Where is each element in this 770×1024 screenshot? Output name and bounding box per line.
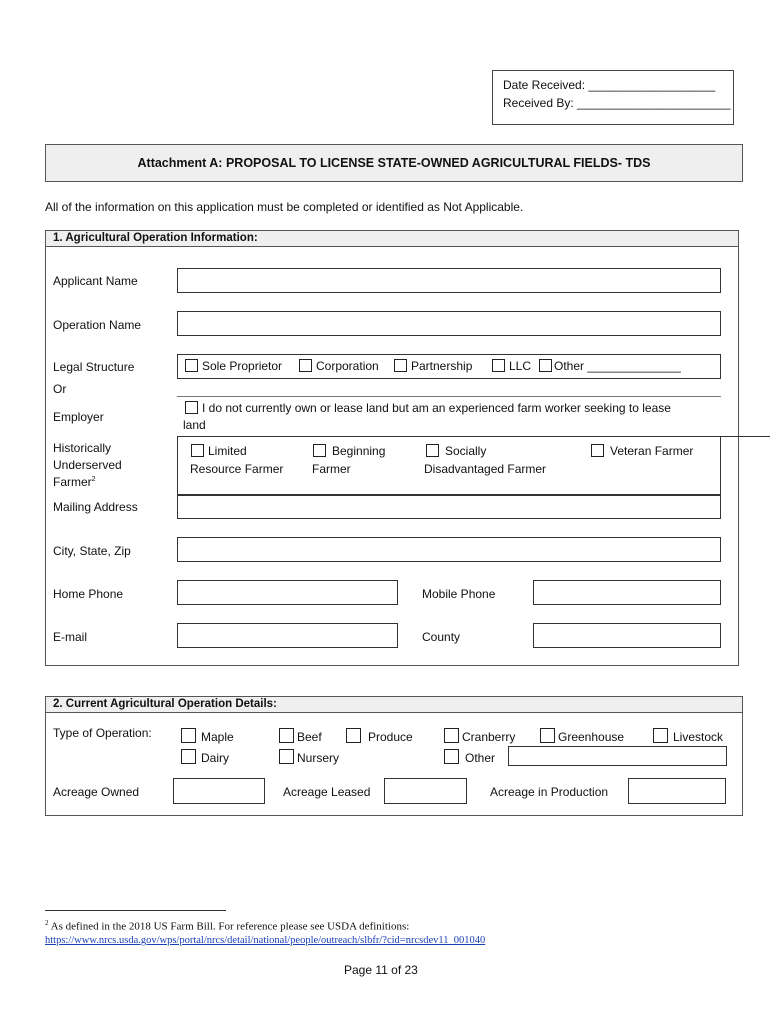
or-label: Or — [53, 382, 67, 396]
nursery-label: Nursery — [297, 751, 340, 765]
footnote-body: As defined in the 2018 US Farm Bill. For reference please see USDA definitions: — [48, 920, 410, 933]
employer-option-line1: I do not currently own or lease land but am an experienced farm worker seeking to lease — [202, 401, 671, 415]
intro-text: All of the information on this application must be completed or identified as Not Applicable. — [45, 200, 524, 214]
city-state-zip-label: City, State, Zip — [53, 544, 131, 558]
maple-option[interactable] — [181, 728, 234, 744]
hu-label-1: Historically — [53, 441, 112, 455]
type-of-operation-label: Type of Operation: — [53, 726, 152, 740]
limited-label-2: Resource Farmer — [190, 462, 284, 476]
nursery-option[interactable] — [279, 749, 339, 765]
page-number: Page 11 of 23 — [344, 963, 418, 977]
title-prefix: Attachment A: — [137, 156, 223, 170]
cranberry-checkbox[interactable] — [444, 728, 459, 743]
dairy-label: Dairy — [201, 751, 230, 765]
received-by-label: Received By: _______________________ — [503, 96, 731, 110]
mailing-address-field[interactable] — [177, 495, 721, 519]
beef-checkbox[interactable] — [279, 728, 294, 743]
socially-label-1: Socially — [445, 444, 487, 458]
footnote-link[interactable]: https://www.nrcs.usda.gov/wps/portal/nrcs/detail/national/people/outreach/slbfr/?cid=nrcsdev11_001040 — [45, 935, 486, 946]
employer-option-line2: land — [183, 418, 206, 432]
footnote-rule — [45, 910, 226, 911]
limited-resource-checkbox[interactable] — [191, 444, 204, 457]
other-checkbox[interactable] — [539, 359, 552, 372]
socially-disadvantaged-checkbox[interactable] — [426, 444, 439, 457]
home-phone-field[interactable] — [177, 580, 398, 605]
maple-label: Maple — [201, 730, 234, 744]
employer-rule — [177, 396, 721, 397]
limited-label-1: Limited — [208, 444, 247, 458]
hu-label-3: Farmer$^2$ — [53, 475, 96, 489]
county-field[interactable] — [533, 623, 721, 648]
veteran-farmer-checkbox[interactable] — [591, 444, 604, 457]
livestock-checkbox[interactable] — [653, 728, 668, 743]
cranberry-option[interactable] — [444, 728, 515, 744]
footnote-ref: 2 — [91, 476, 96, 483]
livestock-label: Livestock — [673, 730, 724, 744]
employer-label: Employer — [53, 410, 104, 424]
mailing-address-label: Mailing Address — [53, 500, 138, 514]
legal-structure-label: Legal Structure — [53, 360, 135, 374]
date-received-label: Date Received: ___________________ — [503, 78, 716, 92]
other-operation-label: Other — [465, 751, 496, 765]
acreage-leased-field[interactable] — [384, 778, 467, 804]
sole-proprietor-checkbox[interactable] — [185, 359, 198, 372]
greenhouse-option[interactable] — [540, 728, 624, 744]
county-label: County — [422, 630, 461, 644]
section2-header: 2. Current Agricultural Operation Details: — [45, 696, 743, 713]
operation-name-field[interactable] — [177, 311, 721, 336]
mobile-phone-field[interactable] — [533, 580, 721, 605]
other-operation-field[interactable] — [508, 746, 727, 766]
title-bar — [45, 144, 743, 182]
corporation-label: Corporation — [316, 359, 379, 373]
nursery-checkbox[interactable] — [279, 749, 294, 764]
margin-rule — [721, 436, 770, 437]
maple-checkbox[interactable] — [181, 728, 196, 743]
applicant-name-label: Applicant Name — [53, 274, 138, 288]
office-use-box — [492, 70, 734, 125]
partnership-option[interactable] — [394, 359, 472, 373]
city-state-zip-field[interactable] — [177, 537, 721, 562]
footnote-mark: 2 — [45, 919, 49, 927]
other-option[interactable] — [539, 359, 681, 373]
footnote-text — [45, 919, 409, 933]
produce-label: Produce — [368, 730, 413, 744]
operation-name-label: Operation Name — [53, 318, 142, 332]
acreage-owned-label: Acreage Owned — [53, 785, 140, 799]
produce-checkbox[interactable] — [346, 728, 361, 743]
acreage-production-label: Acreage in Production — [490, 785, 609, 799]
other-operation-option[interactable] — [444, 749, 495, 765]
cranberry-label: Cranberry — [462, 730, 516, 744]
acreage-owned-field[interactable] — [173, 778, 265, 804]
beginning-label-1: Beginning — [332, 444, 386, 458]
page-title: PROPOSAL TO LICENSE STATE-OWNED AGRICULTURAL FIELDS- TDS — [225, 156, 651, 170]
employer-checkbox[interactable] — [185, 401, 198, 414]
email-label: E-mail — [53, 630, 88, 644]
llc-option[interactable] — [492, 359, 531, 373]
beef-label: Beef — [297, 730, 322, 744]
beef-option[interactable] — [279, 728, 322, 744]
beginning-label-2: Farmer — [312, 462, 351, 476]
dairy-option[interactable] — [181, 749, 229, 765]
partnership-label: Partnership — [411, 359, 473, 373]
limited-resource-option[interactable] — [191, 444, 247, 458]
home-phone-label: Home Phone — [53, 587, 124, 601]
partnership-checkbox[interactable] — [394, 359, 407, 372]
beginning-farmer-checkbox[interactable] — [313, 444, 326, 457]
acreage-leased-label: Acreage Leased — [283, 785, 371, 799]
socially-label-2: Disadvantaged Farmer — [424, 462, 547, 476]
dairy-checkbox[interactable] — [181, 749, 196, 764]
corporation-option[interactable] — [299, 359, 379, 373]
section1-header: 1. Agricultural Operation Information: — [45, 230, 739, 247]
llc-checkbox[interactable] — [492, 359, 505, 372]
beginning-farmer-option[interactable] — [313, 444, 385, 458]
greenhouse-label: Greenhouse — [558, 730, 625, 744]
greenhouse-checkbox[interactable] — [540, 728, 555, 743]
produce-option[interactable] — [346, 728, 413, 744]
sole-proprietor-option[interactable] — [185, 359, 282, 373]
sole-proprietor-label: Sole Proprietor — [202, 359, 283, 373]
employer-option[interactable] — [185, 401, 671, 415]
acreage-production-field[interactable] — [628, 778, 726, 804]
applicant-name-field[interactable] — [177, 268, 721, 293]
mobile-phone-label: Mobile Phone — [422, 587, 496, 601]
other-operation-checkbox[interactable] — [444, 749, 459, 764]
hu-label-2: Underserved — [53, 458, 122, 472]
veteran-label: Veteran Farmer — [610, 444, 694, 458]
llc-label: LLC — [509, 359, 532, 373]
email-field[interactable] — [177, 623, 398, 648]
livestock-option[interactable] — [653, 728, 723, 744]
other-label: Other ______________ — [554, 359, 681, 373]
veteran-farmer-option[interactable] — [591, 444, 693, 458]
corporation-checkbox[interactable] — [299, 359, 312, 372]
socially-disadvantaged-option[interactable] — [426, 444, 486, 458]
